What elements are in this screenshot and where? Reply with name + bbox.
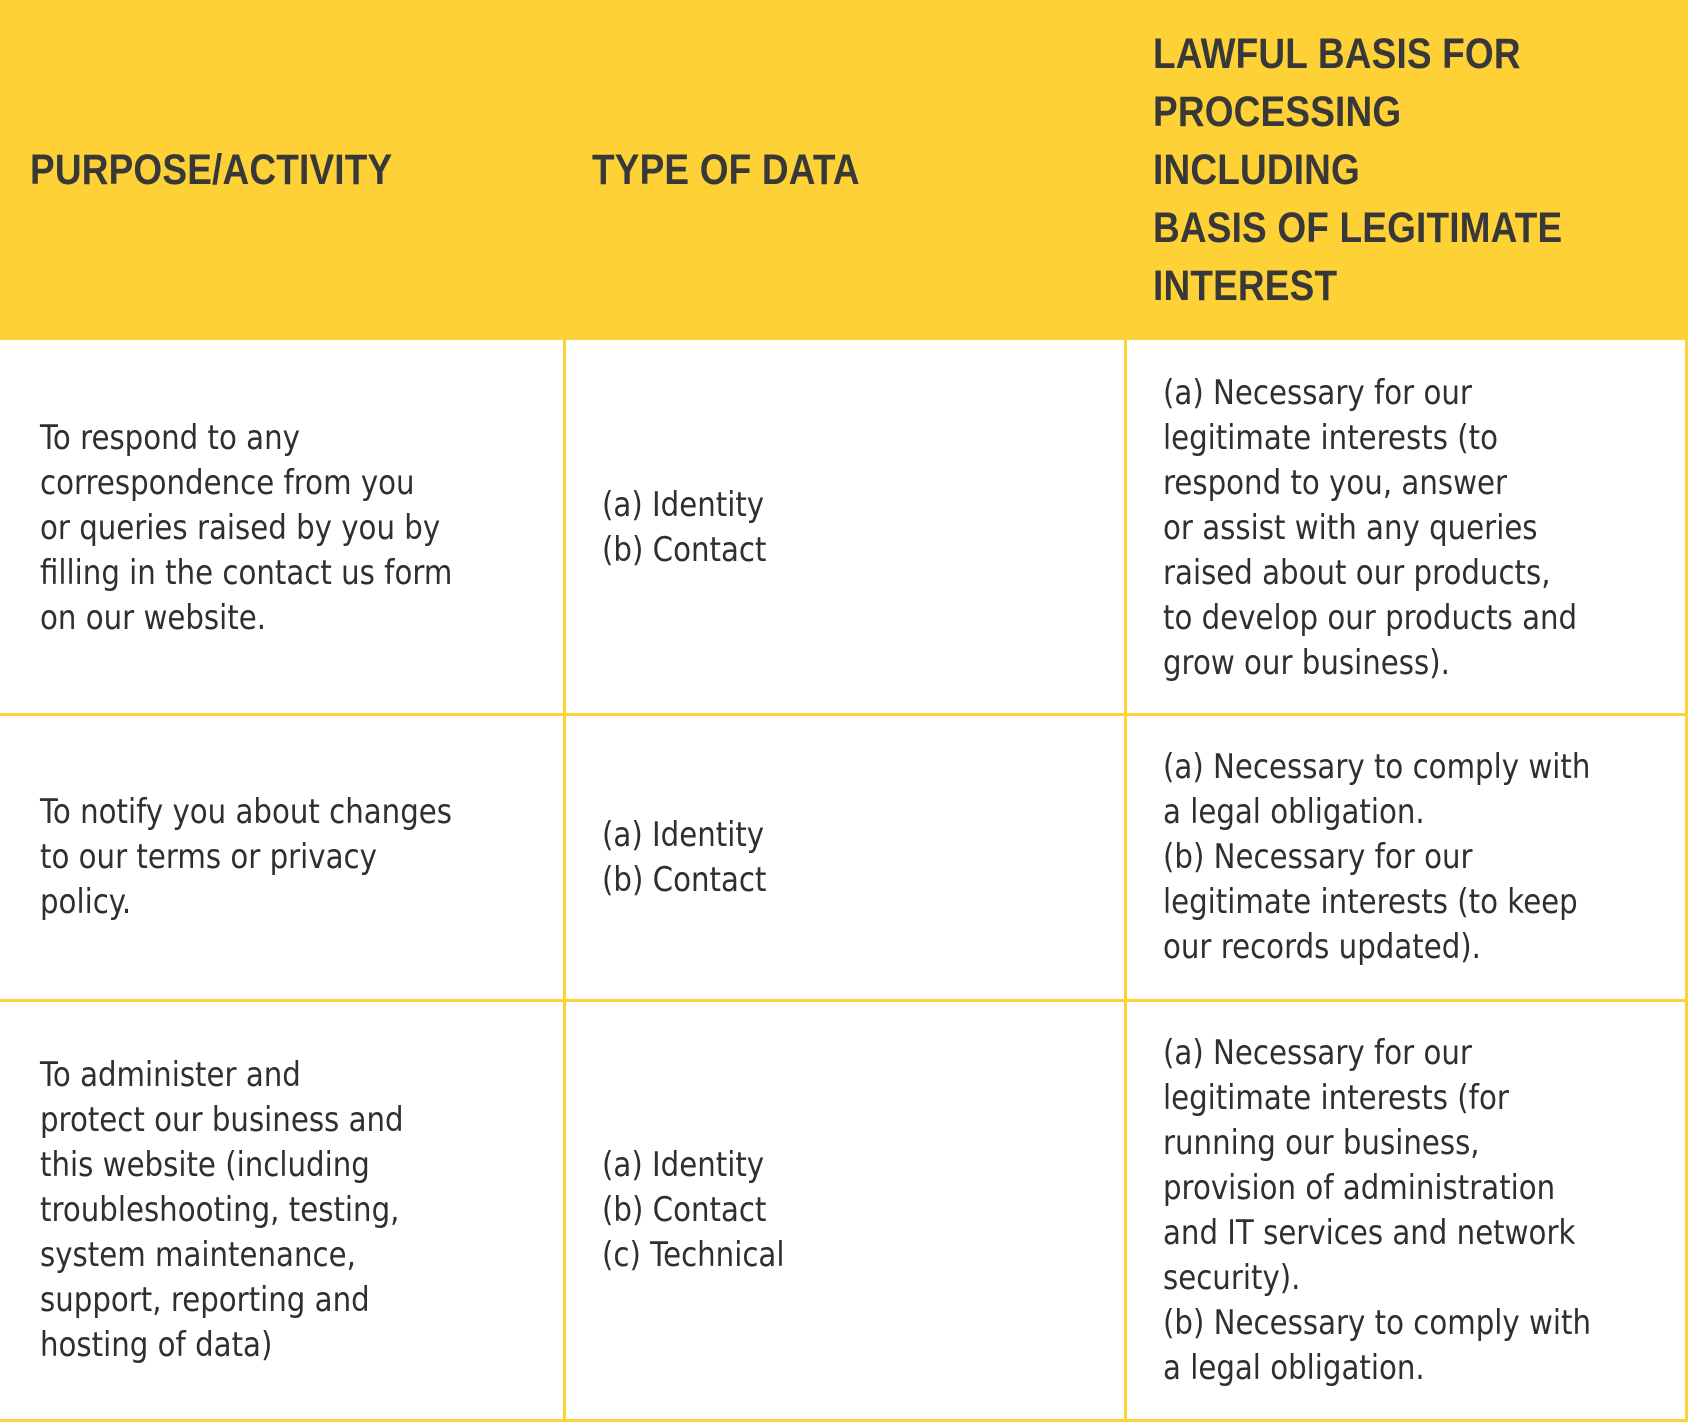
header-lawful-basis	[1153, 0, 1673, 340]
table-row-2-purpose	[40, 716, 560, 999]
cell-text: To respond to any correspondence from you or queries raised by you by filling in the contact us form on our website.	[40, 417, 453, 638]
cell-text: (a) Identity (b) Contact	[602, 814, 767, 900]
table-row-3-purpose	[40, 1002, 560, 1419]
column-divider-1	[563, 340, 566, 1422]
header-lawful-basis-label: LAWFUL BASIS FOR PROCESSING INCLUDING BASIS OF LEGITIMATE INTEREST	[1153, 30, 1563, 310]
table-row-1-lawful-basis	[1163, 343, 1683, 713]
cell-text: (a) Identity (b) Contact	[602, 485, 767, 570]
cell-text: To notify you about changes to our terms or privacy policy.	[40, 792, 452, 922]
cell-text: (a) Necessary to comply with a legal obligation. (b) Necessary for our legitimate interests (to keep our records updated).	[1163, 747, 1591, 967]
header-purpose-label: PURPOSE/ACTIVITY	[30, 146, 393, 194]
table-row-3-lawful-basis	[1163, 1002, 1683, 1419]
table-row-1-purpose	[40, 343, 560, 713]
column-divider-2	[1124, 340, 1127, 1422]
cell-text: (a) Identity (b) Contact (c) Technical	[602, 1145, 785, 1275]
table-row-2-lawful-basis	[1163, 716, 1683, 999]
table-row-1-data-type	[602, 343, 1082, 713]
header-type-of-data	[592, 0, 1112, 340]
table-row-3-data-type	[602, 1002, 1082, 1419]
cell-text: (a) Necessary for our legitimate interests (for running our business, provision of administration and IT services and network security). (b) Necessary to comply with a legal obligation.	[1163, 1032, 1592, 1388]
cell-text: (a) Necessary for our legitimate interests (to respond to you, answer or assist with any queries raised about our products, to develop our products and grow our business).	[1163, 372, 1578, 683]
header-type-label: TYPE OF DATA	[592, 146, 860, 194]
cell-text: To administer and protect our business and this website (including troubleshooting, testing, system maintenance, support, reporting and hosting of data)	[40, 1055, 404, 1365]
table-row-2-data-type	[602, 716, 1082, 999]
header-purpose-activity	[30, 0, 550, 340]
table-header	[0, 0, 1688, 340]
